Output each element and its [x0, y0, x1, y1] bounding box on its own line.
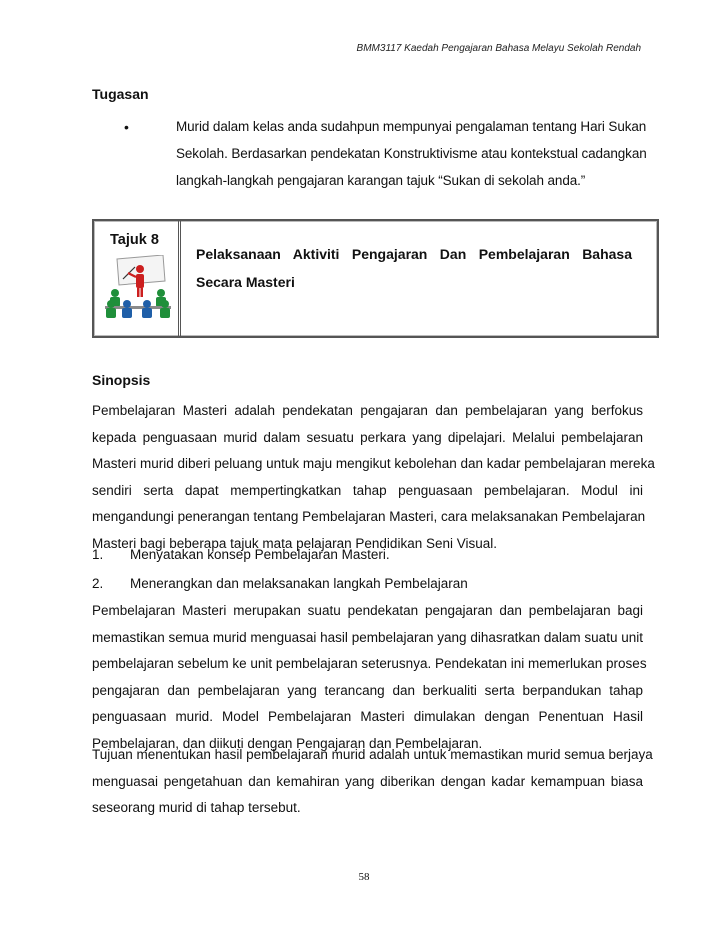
task-heading: Tugasan: [92, 86, 149, 102]
topic-divider: [178, 221, 181, 336]
topic-title-line: Secara Masteri: [196, 274, 295, 290]
paragraph-line: menguasai pengetahuan dan kemahiran yang diberikan dengan kadar kemampuan biasa: [92, 773, 643, 789]
objective-number: 1.: [92, 547, 104, 562]
task-line: Murid dalam kelas anda sudahpun mempunyai pengalaman tentang Hari Sukan: [176, 119, 647, 134]
task-line: Sekolah. Berdasarkan pendekatan Konstruktivisme atau kontekstual cadangkan: [176, 146, 647, 161]
paragraph-line: Pembelajaran Masteri adalah pendekatan pengajaran dan pembelajaran yang berfokus: [92, 403, 643, 418]
paragraph-line: Masteri murid diberi peluang untuk maju mengikut kebolehan dan kadar pembelajaran mereka: [92, 456, 655, 471]
paragraph-line: Masteri bagi beberapa tajuk mata pelajaran Pendidikan Seni Visual.: [92, 535, 498, 551]
classroom-teacher-icon: [103, 255, 173, 319]
purpose-paragraph: [92, 742, 653, 822]
synopsis-heading: Sinopsis: [92, 372, 151, 388]
paragraph-line: Pembelajaran Masteri merupakan suatu pendekatan pengajaran dan pembelajaran bagi: [92, 603, 643, 618]
topic-title: [196, 246, 636, 302]
mastery-paragraph: [92, 598, 647, 757]
running-header: BMM3117 Kaedah Pengajaran Bahasa Melayu Sekolah Rendah: [356, 43, 641, 54]
paragraph-line: Pembelajaran, dan diikuti dengan Pengajaran dan Pembelajaran.: [92, 735, 483, 751]
task-description: [176, 119, 646, 200]
topic-box: [92, 219, 659, 338]
paragraph-line: pengajaran dan pembelajaran yang terancang dan berkualiti serta berpandukan tahap: [92, 682, 643, 698]
page-number: 58: [358, 871, 370, 883]
paragraph-line: pembelajaran sebelum ke unit pembelajaran seterusnya. Pendekatan ini memerlukan proses: [92, 656, 647, 671]
paragraph-line: memastikan semua murid menguasai hasil pembelajaran yang dihasratkan dalam suatu unit: [92, 629, 643, 645]
objective-text: Menerangkan dan melaksanakan langkah Pembelajaran: [130, 576, 468, 591]
task-line: langkah-langkah pengajaran karangan tajuk “Sukan di sekolah anda.”: [176, 173, 586, 188]
bullet-marker: •: [124, 119, 129, 135]
objective-text: Menyatakan konsep Pembelajaran Masteri.: [130, 547, 390, 562]
synopsis-paragraph: [92, 398, 655, 557]
paragraph-line: sendiri serta dapat mempertingkatkan tahap penguasaan pembelajaran. Modul ini: [92, 482, 643, 498]
paragraph-line: kepada penguasaan murid dalam sesuatu perkara yang dipelajari. Melalui pembelajaran: [92, 429, 643, 445]
topic-label: Tajuk 8: [110, 232, 159, 248]
objective-number: 2.: [92, 576, 104, 591]
paragraph-line: Tujuan menentukan hasil pembelajaran murid adalah untuk memastikan murid semua berjaya: [92, 747, 653, 762]
paragraph-line: mengandungi penerangan tentang Pembelajaran Masteri, cara melaksanakan Pembelajaran: [92, 509, 646, 524]
paragraph-line: penguasaan murid. Model Pembelajaran Masteri dimulakan dengan Penentuan Hasil: [92, 709, 643, 724]
topic-title-line: Pelaksanaan Aktiviti Pengajaran Dan Pembelajaran Bahasa: [196, 246, 632, 262]
paragraph-line: seseorang murid di tahap tersebut.: [92, 800, 301, 815]
